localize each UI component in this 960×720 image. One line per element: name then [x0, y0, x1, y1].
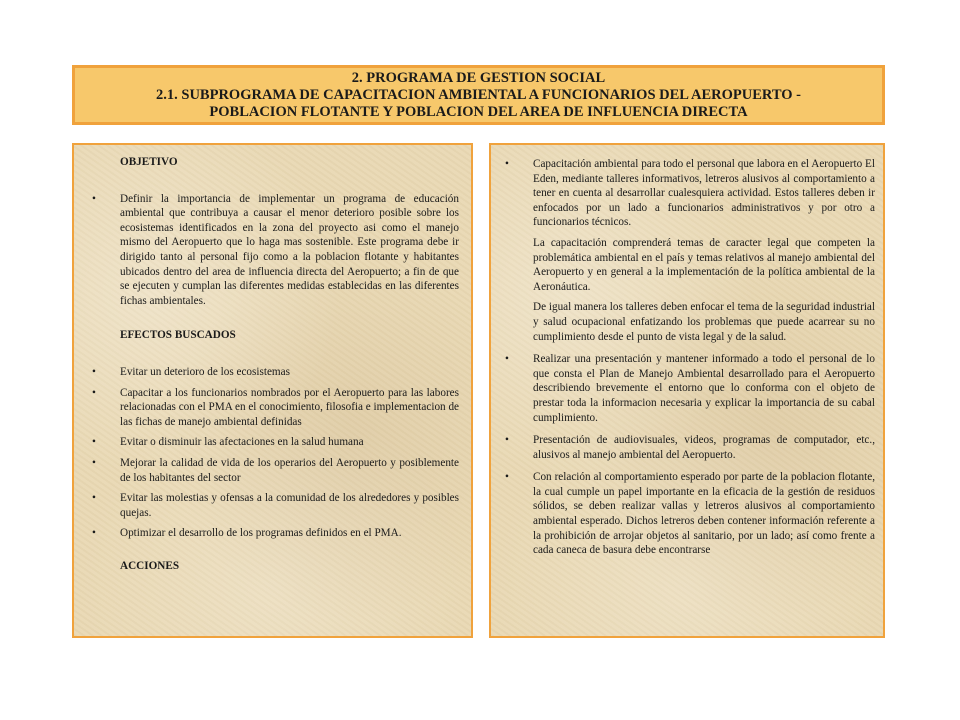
right-panel	[489, 143, 885, 638]
bullet-icon: •	[92, 386, 96, 399]
bullet-icon: •	[92, 456, 96, 469]
bullet-icon: •	[92, 365, 96, 378]
acciones-heading: ACCIONES	[120, 559, 180, 572]
list-item: • Con relación al comportamiento esperado por parte de la poblacion flotante, la cual cumple un papel importante en la eficacia de la gestión de residuos sólidos, se deben realizar vallas y letreros alusivos al comportamiento ambiental esperado. Dichos letreros deben contener información referente a la prohibición de arrojar objetos al sanitario, por un lado; así como frente a cada caneca de basura debe encontrarse	[505, 471, 875, 557]
bullet-icon: •	[92, 192, 96, 205]
title-line-3: POBLACION FLOTANTE Y POBLACION DEL AREA DE INFLUENCIA DIRECTA	[209, 103, 748, 120]
bullet-icon: •	[505, 434, 509, 447]
title-line-1: 2. PROGRAMA DE GESTION SOCIAL	[351, 69, 606, 86]
list-item: • Capacitación ambiental para todo el personal que labora en el Aeropuerto El Eden, mediante talleres informativos, letreros alusivos al comportamiento a tener en cuenta al desarrollar cualesquiera actividad. Estos talleres deben ir enfocados por un lado a funcionarios administrativos y por otro a funcionarios técnicos.	[505, 158, 875, 229]
acciones-list-continued	[503, 352, 875, 558]
bullet-icon: •	[505, 158, 509, 170]
left-panel	[72, 143, 473, 638]
list-item: • Capacitar a los funcionarios nombrados por el Aeropuerto para las labores relacionadas con el PMA en el conocimiento, filosofia e implementacion de las fichas de manejo ambiental definidas	[92, 386, 459, 428]
list-item: • Optimizar el desarrollo de los programas definidos en el PMA.	[92, 527, 402, 540]
objetivo-heading: OBJETIVO	[120, 156, 178, 168]
efectos-heading: EFECTOS BUSCADOS	[120, 329, 236, 342]
efectos-list	[90, 365, 459, 541]
bullet-icon: •	[92, 527, 96, 540]
objetivo-list	[90, 192, 459, 309]
bullet-icon: •	[92, 436, 96, 449]
list-item: • Evitar o disminuir las afectaciones en la salud humana	[92, 436, 364, 449]
bullet-icon: •	[505, 471, 509, 484]
list-item: • Evitar un deterioro de los ecosistemas	[92, 365, 290, 378]
slide-title-box	[72, 65, 885, 125]
title-line-2: 2.1. SUBPROGRAMA DE CAPACITACION AMBIENTAL A FUNCIONARIOS DEL AEROPUERTO -	[156, 86, 801, 103]
list-item: • Definir la importancia de implementar un programa de educación ambiental que contribuya a causar el menor deterioro posible sobre los ecosistemas identificados en la zona del proyecto asi como el manejo mismo del Aeropuerto que lo haga mas sostenible. Este programa debe ir dirigido tanto al personal fijo como a la poblacion flotante y habitantes ubicados dentro del area de influencia directa del Aeropuerto; a fin de que se ejecuten y cumplan las diferentes medidas establecidas en las diferentes fichas ambientales.	[92, 192, 459, 307]
bullet-icon: •	[92, 492, 96, 505]
paragraph: De igual manera los talleres deben enfocar el tema de la seguridad industrial y salud ocupacional enfatizando los problemas que puede acarrear su no cumplimiento desde el punto de vista legal y de la salud.	[533, 301, 875, 343]
list-item: • Mejorar la calidad de vida de los operarios del Aeropuerto y posiblemente de los habitantes del sector	[92, 456, 459, 484]
list-item: • Evitar las molestias y ofensas a la comunidad de los alrededores y posibles quejas.	[92, 492, 459, 519]
list-item: • Presentación de audiovisuales, videos, programas de computador, etc., alusivos al manejo ambiental del Aeropuerto.	[505, 434, 875, 461]
bullet-icon: •	[505, 353, 509, 366]
list-item: • Realizar una presentación y mantener informado a todo el personal de lo que consta el Plan de Manejo Ambiental desarrollado para el Aeropuerto describiendo brevemente el entorno que lo conforma con el objeto de prestar toda la informacion necesaria y explicar la importancia de su cabal cumplimiento.	[505, 353, 875, 424]
paragraph: La capacitación comprenderá temas de caracter legal que competen la problemática ambiental en el país y temas relativos al manejo ambiental del Aeropuerto y en general a la implementación de la política ambiental de la Aeronáutica.	[533, 236, 875, 293]
acciones-list	[503, 157, 875, 230]
